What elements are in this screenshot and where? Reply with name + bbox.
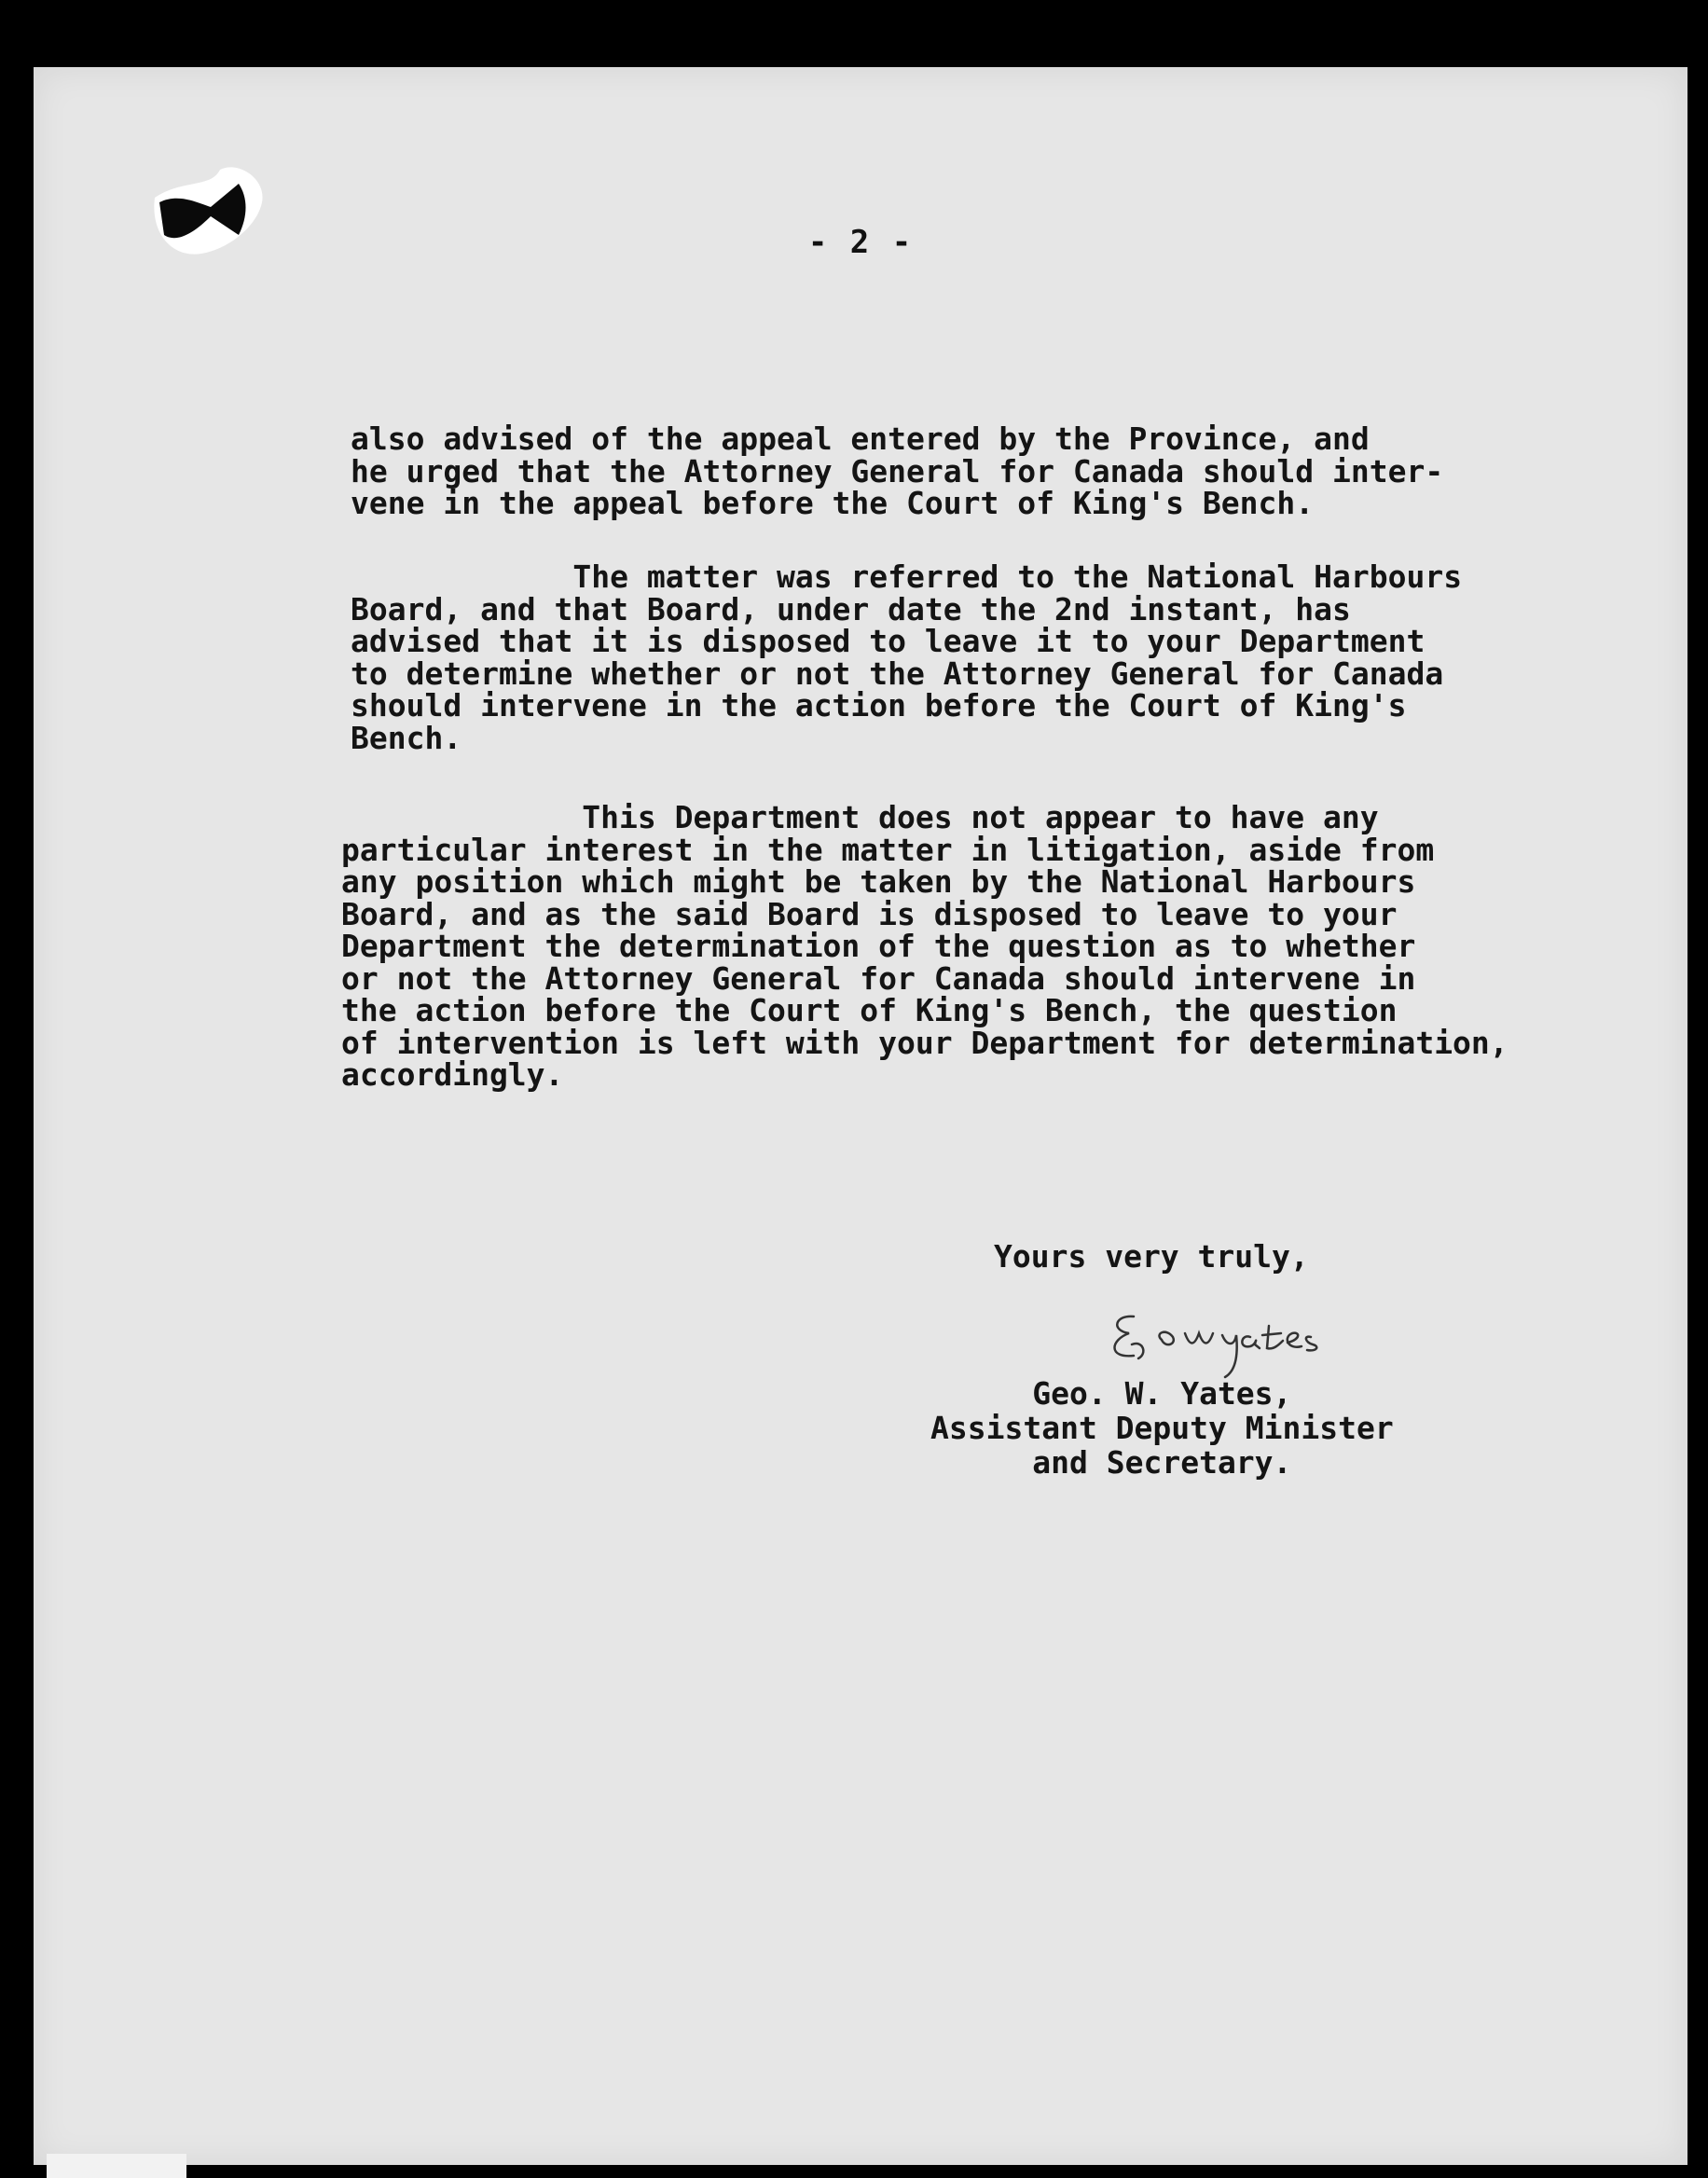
paragraph-2: The matter was referred to the National Harbours Board, and that Board, under date the 2nd instant, has advised that it is disposed to leave it to your Department to determine whether or not the Attorney General for Canada should intervene in the action before the Court of King's Bench. bbox=[351, 558, 1463, 756]
signer-title-line2: and Secretary. bbox=[1032, 1444, 1292, 1481]
document-page bbox=[34, 67, 1687, 2165]
page-number: - 2 - bbox=[807, 224, 914, 261]
scan-edge-strip bbox=[47, 2154, 186, 2178]
signer-block bbox=[930, 1376, 1394, 1480]
signer-name: Geo. W. Yates, bbox=[1032, 1375, 1292, 1412]
signer-title-line1: Assistant Deputy Minister bbox=[930, 1410, 1394, 1446]
paragraph-1: also advised of the appeal entered by the Province, and he urged that the Attorney General for Canada should inter- vene in the appeal before the Court of King's Bench. bbox=[351, 420, 1444, 521]
paragraph-3: This Department does not appear to have any particular interest in the matter in litigation, aside from any position which might be taken by the National Harbours Board, and as the said Board is disposed to leave to your Department the determination of the question as to whether or not the Attorney General for Canada should intervene in the action before the Court of King's Bench, the question of intervention is left with your Department for determination, accordingly. bbox=[341, 799, 1508, 1093]
closing-salutation: Yours very truly, bbox=[994, 1238, 1309, 1275]
